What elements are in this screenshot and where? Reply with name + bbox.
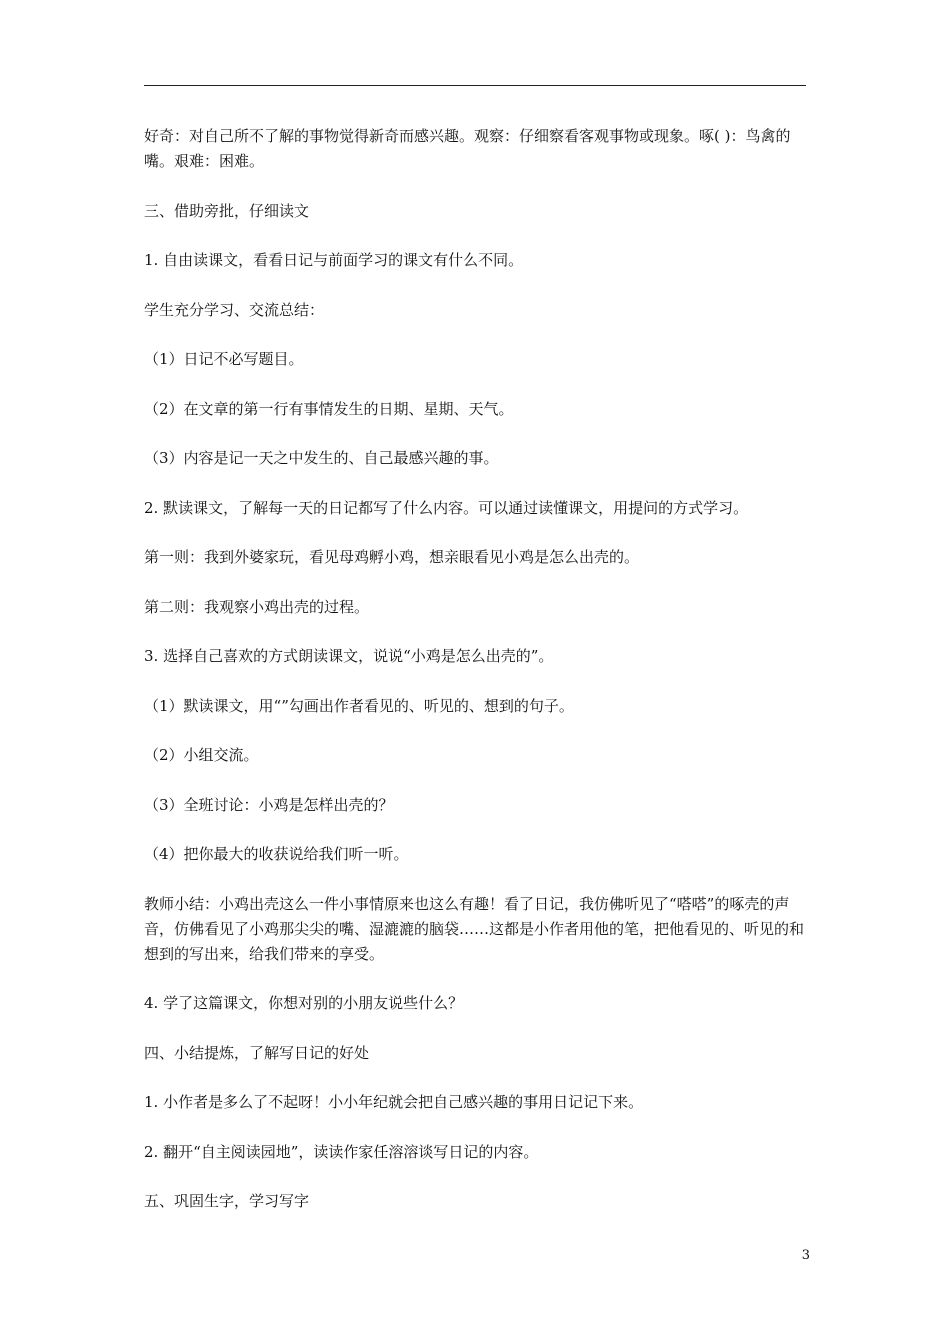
document-body	[144, 124, 808, 1239]
section-heading-5: 五、巩固生字，学习写字	[144, 1192, 310, 1210]
list-item-4: （1）默读课文，用“”勾画出作者看见的、听见的、想到的句子。	[144, 696, 574, 715]
section-heading-4: 四、小结提炼，了解写日记的好处	[144, 1043, 370, 1062]
paragraph-step-1: 1. 自由读课文，看看日记与前面学习的课文有什么不同。	[144, 251, 524, 269]
paragraph-section4-step-1: 1. 小作者是多么了不起呀！小小年纪就会把自己感兴趣的事用日记记下来。	[144, 1093, 644, 1111]
paragraph-step-2: 2. 默读课文，了解每一天的日记都写了什么内容。可以通过读懂课文，用提问的方式学习。	[144, 498, 749, 517]
paragraph-entry-1: 第一则：我到外婆家玩，看见母鸡孵小鸡，想亲眼看见小鸡是怎么出壳的。	[144, 548, 640, 566]
paragraph-teacher-summary: 教师小结：小鸡出壳这么一件小事情原来也这么有趣！看了日记，我仿佛听见了“嗒嗒”的啄壳的声音，仿佛看见了小鸡那尖尖的嘴、湿漉漉的脑袋……这都是小作者用他的笔，把他看见的、听见的和想到的写出来，给我们带来的享受。	[144, 894, 805, 963]
page-number: 3	[801, 1248, 810, 1263]
paragraph-summary-intro: 学生充分学习、交流总结：	[144, 300, 325, 319]
paragraph-entry-2: 第二则：我观察小鸡出壳的过程。	[144, 597, 370, 616]
paragraph-section4-step-2: 2. 翻开“自主阅读园地”，读读作家任溶溶谈写日记的内容。	[144, 1142, 539, 1161]
section-heading-3: 三、借助旁批，仔细读文	[144, 201, 310, 220]
paragraph-step-4: 4. 学了这篇课文，你想对别的小朋友说些什么？	[144, 994, 464, 1012]
list-item-7: （4）把你最大的收获说给我们听一听。	[144, 845, 409, 863]
list-item-3: （3）内容是记一天之中发生的、自己最感兴趣的事。	[144, 449, 499, 467]
list-item-2: （2）在文章的第一行有事情发生的日期、星期、天气。	[144, 399, 514, 418]
list-item-6: （3）全班讨论：小鸡是怎样出壳的？	[144, 795, 394, 814]
list-item-1: （1）日记不必写题目。	[144, 350, 304, 368]
paragraph-vocabulary: 好奇：对自己所不了解的事物觉得新奇而感兴趣。观察：仔细察看客观事物或现象。啄( )：鸟禽的嘴。艰难：困难。	[144, 127, 791, 170]
list-item-5: （2）小组交流。	[144, 746, 259, 764]
paragraph-step-3: 3. 选择自己喜欢的方式朗读课文，说说“小鸡是怎么出壳的”。	[144, 647, 554, 665]
header-rule	[144, 85, 806, 86]
